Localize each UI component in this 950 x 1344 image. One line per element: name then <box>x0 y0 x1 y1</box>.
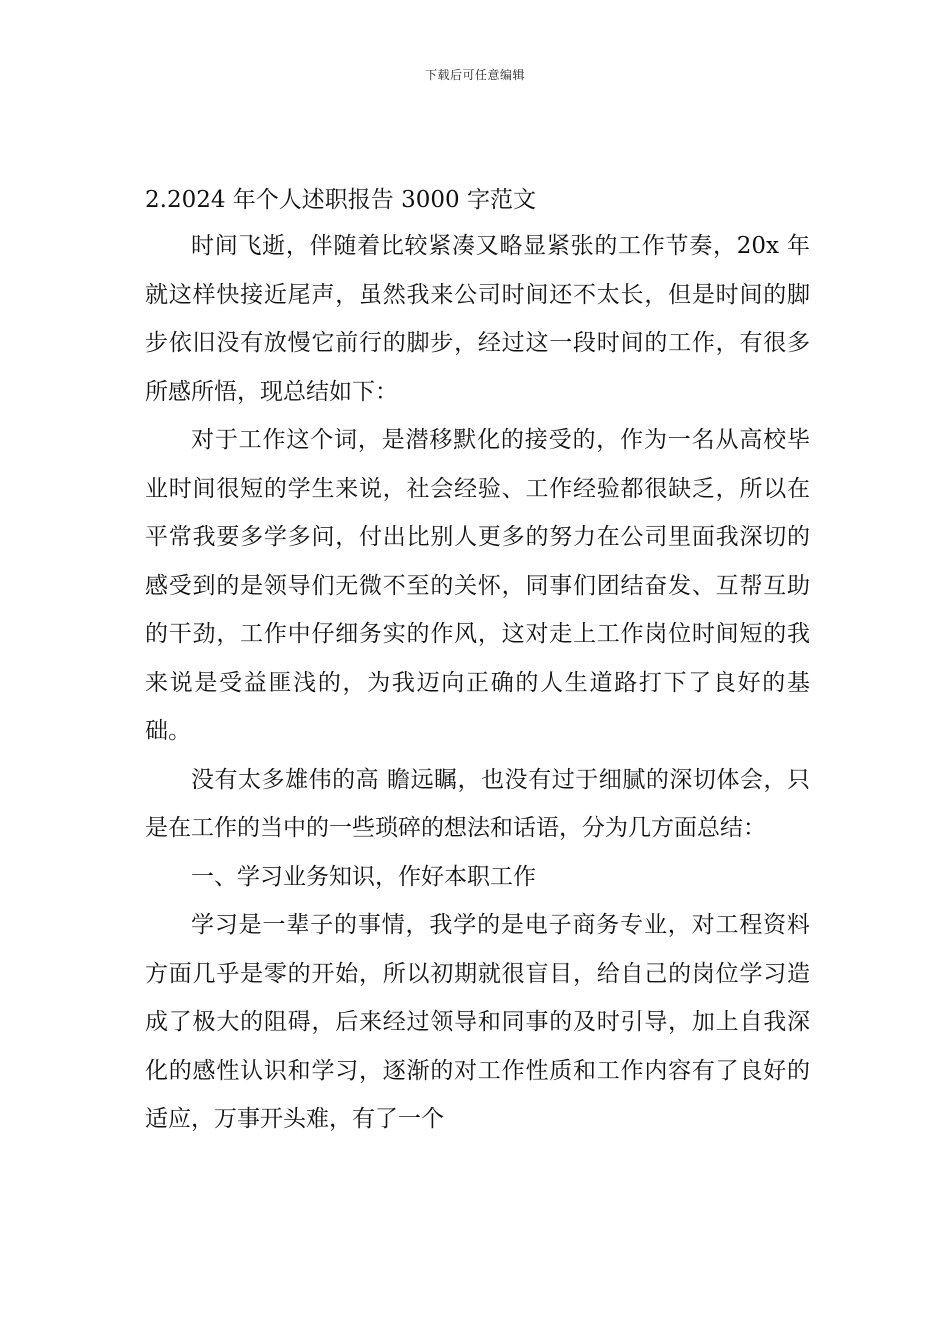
section-heading-learning: 一、学习业务知识，作好本职工作 <box>191 863 536 890</box>
document-body <box>145 180 810 1144</box>
paragraph-work-attitude: 对于工作这个词，是潜移默化的接受的，作为一名从高校毕业时间很短的学生来说，社会经验、工作经验都很缺乏，所以在平常我要多学多问，付出比别人更多的努力在公司里面我深切的感受到的是领导们无微不至的关怀，同事们团结奋发、互帮互助的干劲，工作中仔细务实的作风，这对走上工作岗位时间短的我来说是受益匪浅的，为我迈向正确的人生道路打下了良好的基础。 <box>145 427 810 744</box>
paragraph-summary-intro: 没有太多雄伟的高 瞻远瞩，也没有过于细腻的深切体会，只是在工作的当中的一些琐碎的想法和话语，分为几方面总结： <box>145 766 810 841</box>
paragraph-intro: 时间飞逝，伴随着比较紧凑又略显紧张的工作节奏，20x 年就这样快接近尾声，虽然我来公司时间还不太长，但是时间的脚步依旧没有放慢它前行的脚步，经过这一段时间的工作，有很多所感所悟，现总结如下： <box>145 233 810 405</box>
document-title: 2.2024 年个人述职报告 3000 字范文 <box>145 187 536 213</box>
page-header: 下载后可任意编辑 <box>424 68 525 82</box>
paragraph-learning: 学习是一辈子的事情，我学的是电子商务专业，对工程资料方面几乎是零的开始，所以初期就很盲目，给自己的岗位学习造成了极大的阻碍，后来经过领导和同事的及时引导，加上自我深化的感性认识和学习，逐渐的对工作性质和工作内容有了良好的适应，万事开头难，有了一个 <box>145 912 810 1132</box>
